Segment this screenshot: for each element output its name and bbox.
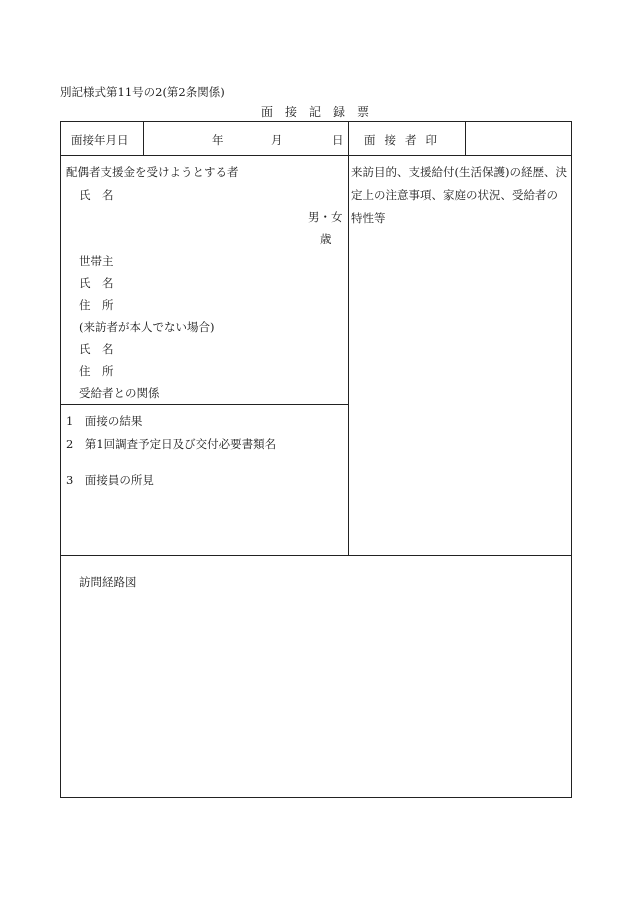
applicant-results-divider xyxy=(60,404,348,405)
visitor-name-label: 氏 名 xyxy=(79,342,114,356)
interviewer-opinion-item: 3 面接員の所見 xyxy=(66,473,154,487)
household-head-name-label: 氏 名 xyxy=(79,276,114,290)
sex-label: 男・女 xyxy=(308,210,343,224)
visitor-address-label: 住 所 xyxy=(79,364,114,378)
interview-date-label: 面接年月日 xyxy=(71,133,129,147)
center-column-divider xyxy=(348,121,349,556)
relation-to-recipient-label: 受給者との関係 xyxy=(79,386,160,400)
first-survey-date-item: 2 第1回調査予定日及び交付必要書類名 xyxy=(66,437,277,451)
year-label: 年 xyxy=(212,133,224,147)
interview-result-item: 1 面接の結果 xyxy=(66,414,143,428)
visit-purpose-notes-heading: 来訪目的、支援給付(生活保護)の経歴、決定上の注意事項、家庭の状況、受給者の特性等 xyxy=(351,165,567,225)
applicant-heading: 配偶者支援金を受けようとする者 xyxy=(66,165,239,179)
visit-route-map-label: 訪問経路図 xyxy=(79,575,137,589)
document-title: 面接記録票 xyxy=(260,105,381,119)
date-label-divider xyxy=(143,121,144,155)
visitor-note: (来訪者が本人でない場合) xyxy=(79,320,215,334)
month-label: 月 xyxy=(271,133,283,147)
header-row-divider xyxy=(60,155,572,156)
age-label: 歳 xyxy=(320,232,332,246)
interviewer-seal-field[interactable] xyxy=(470,126,566,150)
route-map-divider xyxy=(60,555,572,556)
interviewer-seal-label: 面接者印 xyxy=(364,133,446,147)
applicant-name-label: 氏 名 xyxy=(79,188,114,202)
form-number-label: 別記様式第11号の2(第2条関係) xyxy=(60,85,225,99)
household-head-address-label: 住 所 xyxy=(79,298,114,312)
day-label: 日 xyxy=(332,133,344,147)
household-head-label: 世帯主 xyxy=(79,254,114,268)
seal-label-divider xyxy=(465,121,466,155)
